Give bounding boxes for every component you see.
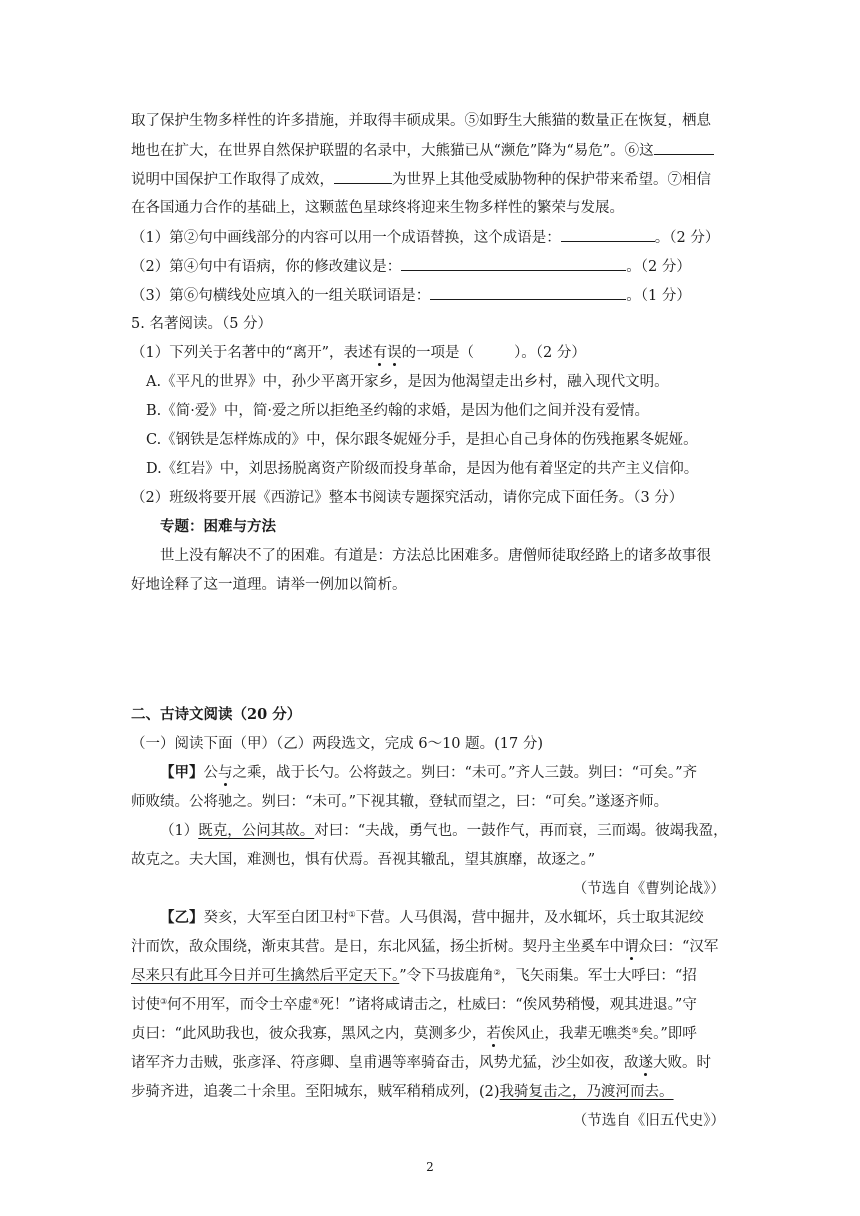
- passage-yi-line: 尽来只有此耳今日并可生擒然后平定天下。”令下马拔鹿角②，飞矢雨集。军士大呼曰：“招: [131, 968, 697, 984]
- answer-blank[interactable]: [561, 227, 655, 242]
- passage-line: 地也在扩大，在世界自然保护联盟的名录中，大熊猫已从“濒危”降为“易危”。⑥这: [131, 140, 714, 161]
- passage-yi-line: 诸军齐力击贼，张彦泽、符彦卿、皇甫遇等率骑奋击，风势尤猛，沙尘如夜，敌遂大败。时: [131, 1055, 711, 1071]
- question-item: （1）第②句中画线部分的内容可以用一个成语替换，这个成语是： 。（2 分）: [131, 227, 719, 248]
- answer-blank[interactable]: [430, 285, 626, 300]
- question-title: 5. 名著阅读。（5 分）: [131, 316, 273, 332]
- section-title: 二、古诗文阅读（20 分）: [131, 706, 302, 723]
- option-a: A.《平凡的世界》中，孙少平离开家乡，是因为他渴望走出乡村，融入现代文明。: [146, 374, 669, 390]
- passage-yi-line: 讨使③何不用军，而令士卒虚④死！”诸将咸请击之，杜威曰：“俟风势稍慢，观其进退。”守: [131, 997, 697, 1013]
- passage-line: 取了保护生物多样性的许多措施，并取得丰硕成果。⑤如野生大熊猫的数量正在恢复，栖息: [131, 113, 711, 129]
- passage-yi-line: 步骑齐进，追袭二十余里。至阳城东，贼军稍稍成列，(2)我骑复击之，乃渡河而去。: [131, 1084, 674, 1100]
- question-item: （2）班级将要开展《西游记》整本书阅读专题探究活动，请你完成下面任务。（3 分）: [131, 490, 684, 506]
- passage-jia-line: 【甲】公与之乘，战于长勺。公将鼓之。刿曰：“未可。”齐人三鼓。刿曰：“可矣。”齐: [160, 764, 698, 781]
- passage-jia-line: （1）既克，公问其故。对曰：“夫战，勇气也。一鼓作气，再而衰，三而竭。彼竭我盈，: [160, 823, 728, 839]
- source-citation: （节选自《旧五代史》）: [572, 1113, 725, 1129]
- answer-blank[interactable]: [401, 256, 626, 271]
- passage-jia-line: 故克之。夫大国，难测也，惧有伏焉。吾视其辙乱，望其旗靡，故逐之。”: [131, 852, 596, 868]
- task-text: 好地诠释了这一道理。请举一例加以简析。: [131, 577, 407, 593]
- passage-yi-line: 汁而饮，敌众围绕，渐束其营。是日，东北风猛，扬尘折树。契丹主坐奚车中谓众曰：“汉军: [131, 939, 719, 955]
- option-d: D.《红岩》中，刘思扬脱离资产阶级而投身革命，是因为他有着坚定的共产主义信仰。: [146, 461, 699, 477]
- passage-yi-line: 贞曰：“此风助我也，彼众我寡，黑风之内，莫测多少，若俟风止，我辈无噍类⑤矣。”即呼: [131, 1026, 697, 1042]
- passage-yi-line: 【乙】癸亥，大军至白团卫村①下营。人马俱渴，营中掘井，及水辄坏，兵士取其泥绞: [160, 909, 704, 926]
- option-b: B.《简·爱》中，简·爱之所以拒绝圣约翰的求婚，是因为他们之间并没有爱情。: [146, 403, 649, 419]
- source-citation: （节选自《曹刿论战》）: [572, 881, 725, 897]
- passage-line: 说明中国保护工作取得了成效， 为世界上其他受威胁物种的保护带来希望。⑦相信: [131, 169, 711, 190]
- question-item: （3）第⑥句横线处应填入的一组关联词语是： 。（1 分）: [131, 285, 691, 306]
- question-item: （2）第④句中有语病，你的修改建议是： 。（2 分）: [131, 256, 691, 277]
- passage-jia-line: 师败绩。公将驰之。刿曰：“未可。”下视其辙，登轼而望之，曰：“可矣。”遂逐齐师。: [131, 794, 669, 810]
- topic-heading: 专题：困难与方法: [160, 518, 276, 535]
- blank-line[interactable]: [334, 169, 392, 184]
- section-instruction: （一）阅读下面（甲）（乙）两段选文，完成 6～10 题。(17 分): [131, 736, 544, 752]
- passage-line: 在各国通力合作的基础上，这颗蓝色星球终将迎来生物多样性的繁荣与发展。: [131, 200, 624, 216]
- page-number: 2: [426, 1160, 434, 1174]
- task-text: 世上没有解决不了的困难。有道是：方法总比困难多。唐僧师徒取经路上的诸多故事很: [160, 548, 711, 564]
- option-c: C.《钢铁是怎样炼成的》中，保尔跟冬妮娅分手，是担心自己身体的伤残拖累冬妮娅。: [146, 432, 698, 448]
- question-item: （1）下列关于名著中的“离开”，表述有误的一项是（ ）。（2 分）: [131, 345, 586, 361]
- blank-line[interactable]: [654, 140, 714, 155]
